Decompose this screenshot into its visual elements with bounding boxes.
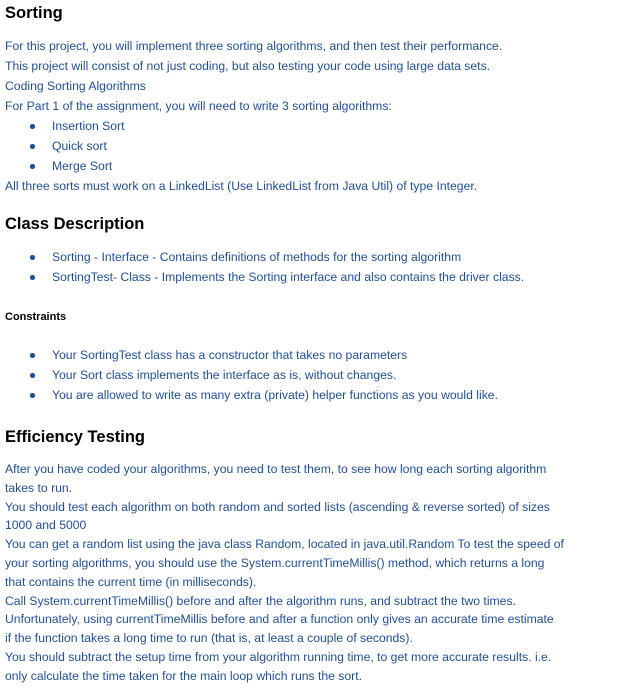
bullet-icon <box>30 275 35 280</box>
constraints-heading: Constraints <box>5 311 67 323</box>
list-item: Your SortingTest class has a constructor that takes no parameters <box>5 345 631 365</box>
efficiency-line: Call System.currentTimeMillis() before and after the algorithm runs, and subtract the two times. <box>5 593 516 608</box>
bullet-icon <box>30 124 35 129</box>
efficiency-heading: Efficiency Testing <box>5 428 145 446</box>
efficiency-line: You should test each algorithm on both random and sorted lists (ascending & reverse sorted) of sizes <box>5 499 550 514</box>
efficiency-line: only calculate the time taken for the main loop which runs the sort. <box>5 668 363 683</box>
list-item <box>5 156 631 176</box>
bullet-icon <box>30 393 35 398</box>
algorithm-name: Insertion Sort <box>52 119 125 133</box>
intro-line: This project will consist of not just coding, but also testing your code using large data sets. <box>5 59 491 73</box>
list-item: SortingTest- Class - Implements the Sorting interface and also contains the driver class. <box>5 267 631 287</box>
bullet-icon <box>30 373 35 378</box>
algorithm-list <box>5 116 631 176</box>
intro-line: Coding Sorting Algorithms <box>5 79 146 93</box>
efficiency-line: that contains the current time (in milliseconds). <box>5 574 257 589</box>
sorting-closing: All three sorts must work on a LinkedList (Use LinkedList from Java Util) of type Integer. <box>5 179 478 193</box>
algorithm-name: Merge Sort <box>52 159 113 173</box>
list-item: You are allowed to write as many extra (private) helper functions as you would like. <box>5 385 631 405</box>
list-item <box>5 116 631 136</box>
sorting-heading: Sorting <box>5 4 63 22</box>
intro-line: For Part 1 of the assignment, you will need to write 3 sorting algorithms: <box>5 99 392 113</box>
efficiency-line: if the function takes a long time to run (that is, at least a couple of seconds). <box>5 631 413 646</box>
bullet-icon <box>30 164 35 169</box>
list-item: Sorting - Interface - Contains definitions of methods for the sorting algorithm <box>5 247 631 267</box>
efficiency-body <box>5 460 631 686</box>
bullet-icon <box>30 255 35 260</box>
list-item <box>5 136 631 156</box>
bullet-icon <box>30 353 35 358</box>
list-item: Your Sort class implements the interface as is, without changes. <box>5 365 631 385</box>
class-description-list <box>5 247 631 287</box>
efficiency-line: You can get a random list using the java class Random, located in java.util.Random To test the speed of <box>5 537 564 552</box>
intro-line: For this project, you will implement three sorting algorithms, and then test their performance. <box>5 39 503 53</box>
sorting-intro <box>5 36 631 196</box>
class-description-heading: Class Description <box>5 215 145 233</box>
efficiency-line: 1000 and 5000 <box>5 518 87 533</box>
efficiency-line: Unfortunately, using currentTimeMillis before and after a function only gives an accurate time estimate <box>5 612 554 627</box>
bullet-icon <box>30 144 35 149</box>
efficiency-line: your sorting algorithms, you should use the System.currentTimeMillis() method, which returns a long <box>5 555 545 570</box>
efficiency-line: takes to run. <box>5 480 73 495</box>
constraints-list <box>5 345 631 405</box>
efficiency-line: After you have coded your algorithms, you need to test them, to see how long each sorting algorithm <box>5 462 547 476</box>
algorithm-name: Quick sort <box>52 139 107 153</box>
efficiency-line: You should subtract the setup time from your algorithm running time, to get more accurate results. i.e. <box>5 649 552 664</box>
